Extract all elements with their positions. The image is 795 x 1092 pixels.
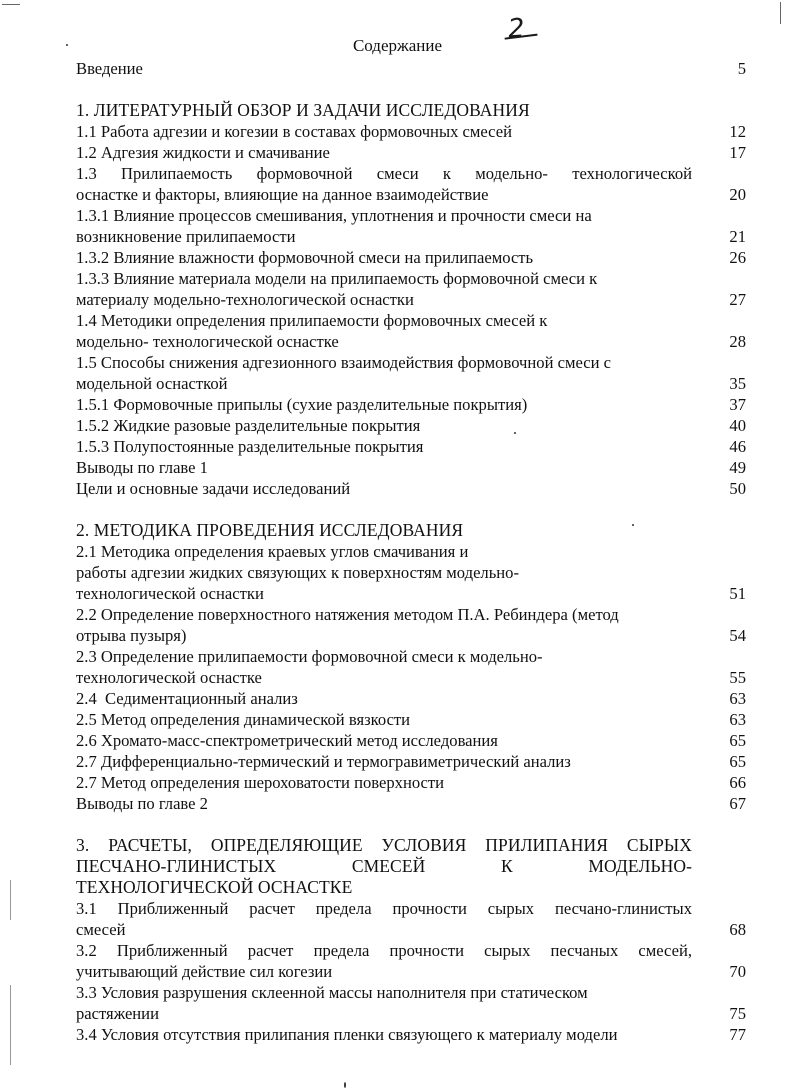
toc-entry-text: Выводы по главе 1	[76, 458, 208, 477]
toc-entry-2-5	[76, 709, 746, 730]
toc-entry-text	[76, 163, 722, 205]
toc-entry-line: технологической оснастке	[76, 668, 262, 687]
toc-entry-text	[76, 982, 722, 1024]
toc-entry-text	[76, 604, 722, 646]
toc-entry-line: технологической оснастки	[76, 584, 264, 603]
toc-chapter-1-heading	[76, 100, 746, 121]
toc-entry-line: учитывающий действие сил когезии	[76, 962, 333, 981]
toc-entry-line: отрыва пузыря)	[76, 626, 187, 645]
page-title: Содержание	[352, 36, 443, 55]
toc-entry-line: растяжении	[76, 1004, 159, 1023]
toc-entry-page: 54	[729, 626, 746, 645]
toc-entry-text	[76, 310, 722, 352]
toc-entry-text: 1.1 Работа адгезии и когезии в составах формовочных смесей	[76, 122, 512, 141]
toc-entry-3-1	[76, 898, 746, 940]
toc-entry-page: 77	[729, 1025, 746, 1044]
toc-entry-line: 1.3.1 Влияние процессов смешивания, уплотнения и прочности смеси на	[76, 206, 592, 225]
toc-entry-page: 50	[729, 479, 746, 498]
toc-entry-goals	[76, 478, 746, 499]
toc-entry-2-1	[76, 541, 746, 604]
toc-entry-text: 2.7 Метод определения шероховатости поверхности	[76, 773, 445, 792]
toc-entry-2-3	[76, 646, 746, 688]
toc-entry-text: 3.4 Условия отсутствия прилипания пленки связующего к материалу модели	[76, 1025, 618, 1044]
toc-entry-text: 1.3.2 Влияние влажности формовочной смеси на прилипаемость	[76, 248, 534, 267]
toc-entry-1-4	[76, 310, 746, 352]
toc-entry-page: 67	[729, 794, 746, 813]
toc-entry-page: 21	[729, 227, 746, 246]
scan-speck	[632, 524, 634, 526]
scan-edge-mark	[10, 880, 11, 920]
toc-entry-page: 5	[737, 59, 746, 78]
toc-entry-text	[76, 646, 722, 688]
toc-entry-page: 46	[729, 437, 746, 456]
toc-entry-1-2	[76, 142, 746, 163]
toc-entry-text: 1. ЛИТЕРАТУРНЫЙ ОБЗОР И ЗАДАЧИ ИССЛЕДОВАНИЯ	[76, 100, 530, 120]
toc-entry-line: материалу модельно-технологической оснастки	[76, 290, 414, 309]
toc-entry-line: ПЕСЧАНО-ГЛИНИСТЫХ СМЕСЕЙ К МОДЕЛЬНО-	[76, 856, 692, 876]
toc-entry-2-7-thermal	[76, 751, 746, 772]
toc-entry-conclusions-1	[76, 457, 746, 478]
toc-entry-page: 70	[729, 962, 746, 981]
scan-edge-mark	[780, 2, 781, 24]
toc-entry-line: модельной оснасткой	[76, 374, 228, 393]
toc-entry-1-3-3	[76, 268, 746, 310]
toc-entry-page: 68	[729, 920, 746, 939]
toc-entry-1-5	[76, 352, 746, 394]
toc-entry-page: 12	[729, 122, 746, 141]
toc-entry-line: 3.2 Приближенный расчет предела прочности сырых песчаных смесей,	[76, 941, 692, 960]
toc-entry-line: 1.4 Методики определения прилипаемости формовочных смесей к	[76, 311, 548, 330]
toc-entry-page: 55	[729, 668, 746, 687]
toc-entry-text	[76, 940, 722, 982]
toc-entry-page: 40	[729, 416, 746, 435]
toc-entry-page: 37	[729, 395, 746, 414]
toc-chapter-2-heading	[76, 520, 746, 541]
toc-entry-3-4	[76, 1024, 746, 1045]
scan-edge-mark	[2, 4, 20, 5]
toc-entry-line: 3.3 Условия разрушения склеенной массы наполнителя при статическом	[76, 983, 588, 1002]
toc-entry-line: возникновение прилипаемости	[76, 227, 296, 246]
toc-entry-2-6	[76, 730, 746, 751]
scan-speck	[66, 44, 68, 46]
toc-entry-line: ТЕХНОЛОГИЧЕСКОЙ ОСНАСТКЕ	[76, 877, 353, 897]
table-of-contents	[76, 58, 746, 1045]
toc-entry-text	[76, 835, 722, 898]
toc-entry-page: 49	[729, 458, 746, 477]
handwritten-page-number: 2	[506, 13, 526, 45]
toc-entry-page: 35	[729, 374, 746, 393]
toc-entry-line: 1.5 Способы снижения адгезионного взаимодействия формовочной смеси с	[76, 353, 612, 372]
toc-entry-text: 2.5 Метод определения динамической вязкости	[76, 710, 411, 729]
scan-speck	[514, 432, 516, 434]
toc-entry-text: 2.4 Седиментационный анализ	[76, 689, 298, 708]
toc-entry-page: 20	[729, 185, 746, 204]
toc-entry-3-2	[76, 940, 746, 982]
toc-entry-text: 2.6 Хромато-масс-спектрометрический метод исследования	[76, 731, 498, 750]
toc-entry-line: смесей	[76, 920, 126, 939]
toc-entry-line: 2.2 Определение поверхностного натяжения методом П.А. Ребиндера (метод	[76, 605, 619, 624]
toc-entry-2-4	[76, 688, 746, 709]
toc-entry-page: 51	[729, 584, 746, 603]
toc-entry-text: 1.5.2 Жидкие разовые разделительные покрытия	[76, 416, 421, 435]
toc-entry-1-3-1	[76, 205, 746, 247]
toc-entry-1-5-2	[76, 415, 746, 436]
toc-entry-line: 2.3 Определение прилипаемости формовочной смеси к модельно-	[76, 647, 543, 666]
toc-entry-line: 3. РАСЧЕТЫ, ОПРЕДЕЛЯЮЩИЕ УСЛОВИЯ ПРИЛИПАНИЯ СЫРЫХ	[76, 835, 692, 855]
toc-entry-line: работы адгезии жидких связующих к поверхностям модельно-	[76, 563, 519, 582]
toc-entry-text	[76, 541, 722, 604]
toc-entry-1-5-3	[76, 436, 746, 457]
toc-entry-line: 3.1 Приближенный расчет предела прочности сырых песчано-глинистых	[76, 899, 692, 918]
toc-entry-text: 2. МЕТОДИКА ПРОВЕДЕНИЯ ИССЛЕДОВАНИЯ	[76, 520, 464, 540]
toc-chapter-3-heading	[76, 835, 746, 898]
toc-entry-page: 66	[729, 773, 746, 792]
toc-entry-text: Цели и основные задачи исследований	[76, 479, 351, 498]
toc-entry-text	[76, 352, 722, 394]
toc-entry-page: 75	[729, 1004, 746, 1023]
toc-entry-2-2	[76, 604, 746, 646]
toc-entry-text: 1.2 Адгезия жидкости и смачивание	[76, 143, 330, 162]
toc-entry-text: 2.7 Дифференциально-термический и термогравиметрический анализ	[76, 752, 571, 771]
toc-entry-text	[76, 268, 722, 310]
toc-entry-text: Выводы по главе 2	[76, 794, 208, 813]
toc-entry-text	[76, 898, 722, 940]
scan-speck	[344, 1082, 346, 1088]
toc-entry-text: 1.5.3 Полупостоянные разделительные покрытия	[76, 437, 424, 456]
toc-entry-page: 63	[729, 689, 746, 708]
toc-entry-text: Введение	[76, 59, 143, 78]
scan-edge-mark	[10, 985, 11, 1065]
toc-entry-1-3	[76, 163, 746, 205]
toc-entry-page: 28	[729, 332, 746, 351]
toc-entry-page: 17	[729, 143, 746, 162]
toc-entry-1-3-2	[76, 247, 746, 268]
toc-entry-text: 1.5.1 Формовочные припылы (сухие разделительные покрытия)	[76, 395, 528, 414]
toc-entry-3-3	[76, 982, 746, 1024]
toc-entry-page: 26	[729, 248, 746, 267]
toc-entry-page: 27	[729, 290, 746, 309]
toc-entry-line: 2.1 Методика определения краевых углов смачивания и	[76, 542, 469, 561]
toc-entry-text	[76, 205, 722, 247]
toc-entry-1-1	[76, 121, 746, 142]
toc-entry-2-7-roughness	[76, 772, 746, 793]
toc-entry-1-5-1	[76, 394, 746, 415]
toc-entry-page: 65	[729, 752, 746, 771]
toc-entry-introduction	[76, 58, 746, 79]
toc-entry-page: 65	[729, 731, 746, 750]
toc-entry-conclusions-2	[76, 793, 746, 814]
toc-entry-line: 1.3.3 Влияние материала модели на прилипаемость формовочной смеси к	[76, 269, 598, 288]
toc-entry-line: модельно- технологической оснастке	[76, 332, 339, 351]
toc-entry-page: 63	[729, 710, 746, 729]
toc-entry-line: оснастке и факторы, влияющие на данное взаимодействие	[76, 185, 489, 204]
toc-entry-line: 1.3 Прилипаемость формовочной смеси к модельно- технологической	[76, 164, 692, 183]
